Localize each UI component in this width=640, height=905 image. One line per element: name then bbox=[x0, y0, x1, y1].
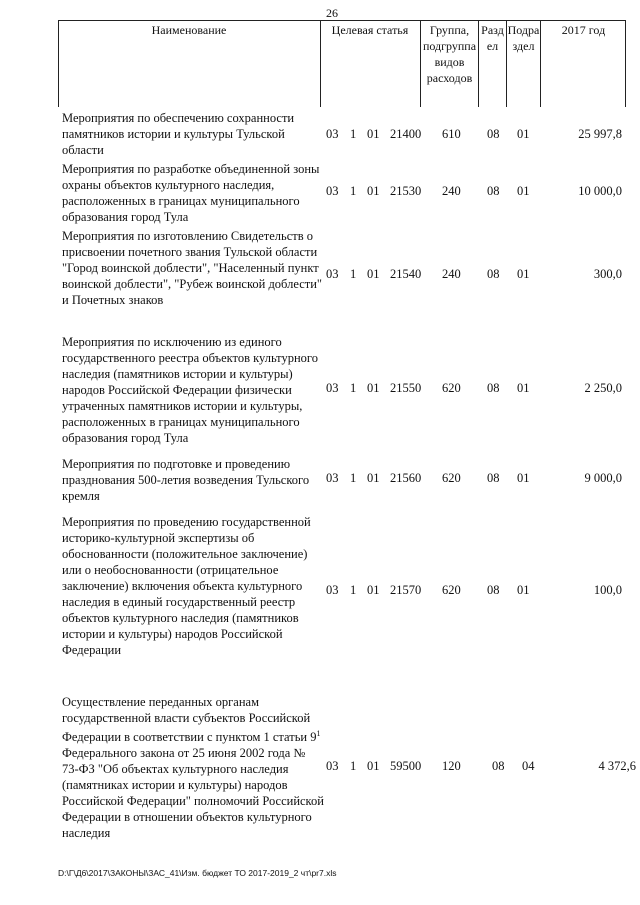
subsection: 01 bbox=[517, 583, 530, 597]
header-year: 2017 год bbox=[561, 23, 606, 37]
section: 08 bbox=[487, 381, 500, 395]
target-direction: 21570 bbox=[390, 583, 422, 597]
expense-group: 620 bbox=[442, 583, 461, 597]
subsection: 01 bbox=[517, 381, 530, 395]
target-program: 03 bbox=[326, 127, 339, 141]
amount: 300,0 bbox=[593, 267, 622, 281]
target-program: 03 bbox=[326, 583, 339, 597]
header-section: Раздел bbox=[481, 23, 504, 53]
row-name: Осуществление переданных органам государственной власти субъектов Российской Федерации в соответствии с пунктом 1 статьи $9^1$ Федерального закона от 25 июня 2002 года № 73-ФЗ "Об объектах культурного наследия (памятниках истории и культуры) народов Российской Федерации" полномочий Российской Федерации в отношении объектов культурного наследия bbox=[62, 695, 324, 841]
subsection: 01 bbox=[517, 267, 530, 281]
header-target: Целевая статья bbox=[331, 23, 409, 37]
row-name: Мероприятия по подготовке и проведению празднования 500-летия возведения Тульского кремля bbox=[62, 457, 310, 503]
expense-group: 620 bbox=[442, 381, 461, 395]
amount: 10 000,0 bbox=[578, 184, 622, 198]
target-main: 01 bbox=[367, 381, 380, 395]
row-name: Мероприятия по изготовлению Свидетельств о присвоении почетного звания Тульской области "Город воинской доблести", "Населенный пункт воинской доблести", "Рубеж воинской доблести" и Почетных знаков bbox=[62, 229, 323, 307]
target-main: 01 bbox=[367, 267, 380, 281]
target-subprogram: 1 bbox=[350, 583, 357, 597]
section: 08 bbox=[487, 127, 500, 141]
expense-group: 240 bbox=[442, 184, 461, 198]
target-subprogram: 1 bbox=[350, 471, 357, 485]
target-program: 03 bbox=[326, 184, 339, 198]
target-main: 01 bbox=[367, 759, 380, 773]
page-number: 26 bbox=[326, 6, 338, 20]
header-group: Группа, подгруппа видов расходов bbox=[422, 23, 477, 85]
target-direction: 21560 bbox=[390, 471, 422, 485]
target-program: 03 bbox=[326, 381, 339, 395]
amount: 25 997,8 bbox=[578, 127, 622, 141]
file-path-footer: D:\Г\Д6\2017\ЗАКОНЫ\ЗАС_41\Изм. бюджет ТО 2017-2019_2 чт\pr7.xls bbox=[58, 868, 337, 878]
target-direction: 21540 bbox=[390, 267, 422, 281]
target-program: 03 bbox=[326, 471, 339, 485]
target-main: 01 bbox=[367, 127, 380, 141]
subsection: 01 bbox=[517, 184, 530, 198]
section: 08 bbox=[487, 267, 500, 281]
row-name: Мероприятия по обеспечению сохранности памятников истории и культуры Тульской области bbox=[62, 111, 295, 157]
section: 08 bbox=[492, 759, 505, 773]
expense-group: 610 bbox=[442, 127, 461, 141]
expense-group: 120 bbox=[442, 759, 461, 773]
section: 08 bbox=[487, 471, 500, 485]
target-main: 01 bbox=[367, 184, 380, 198]
expense-group: 620 bbox=[442, 471, 461, 485]
target-direction: 59500 bbox=[390, 759, 422, 773]
target-subprogram: 1 bbox=[350, 759, 357, 773]
row-name: Мероприятия по исключению из единого государственного реестра объектов культурного наследия (памятников истории и культуры) народов Российской Федерации физически утраченных памятников истории и культуры, расположенных в границах муниципального образования город Тула bbox=[62, 335, 318, 445]
target-program: 03 bbox=[326, 267, 339, 281]
amount: 100,0 bbox=[593, 583, 622, 597]
target-main: 01 bbox=[367, 471, 380, 485]
section: 08 bbox=[487, 583, 500, 597]
target-subprogram: 1 bbox=[350, 267, 357, 281]
target-subprogram: 1 bbox=[350, 381, 357, 395]
section: 08 bbox=[487, 184, 500, 198]
target-subprogram: 1 bbox=[350, 127, 357, 141]
amount: 9 000,0 bbox=[584, 471, 622, 485]
header-subsection: Подраздел bbox=[507, 23, 540, 53]
target-subprogram: 1 bbox=[350, 184, 357, 198]
amount: 2 250,0 bbox=[584, 381, 622, 395]
row-name: Мероприятия по проведению государственной историко-культурной экспертизы об обоснованности (положительное заключение) или о необоснованности (отрицательное заключение) включения объекта культурного наследия в единый государственный реестр объектов культурного наследия (памятников истории и культуры) народов Российской Федерации bbox=[62, 515, 311, 657]
subsection: 04 bbox=[522, 759, 535, 773]
target-direction: 21550 bbox=[390, 381, 422, 395]
target-program: 03 bbox=[326, 759, 339, 773]
subsection: 01 bbox=[517, 127, 530, 141]
expense-group: 240 bbox=[442, 267, 461, 281]
amount: 4 372,6 bbox=[598, 759, 636, 773]
target-direction: 21400 bbox=[390, 127, 422, 141]
target-main: 01 bbox=[367, 583, 380, 597]
subsection: 01 bbox=[517, 471, 530, 485]
row-name: Мероприятия по разработке объединенной зоны охраны объектов культурного наследия, расположенных в границах муниципального образования город Тула bbox=[62, 162, 320, 224]
target-direction: 21530 bbox=[390, 184, 422, 198]
header-name: Наименование bbox=[151, 23, 227, 37]
